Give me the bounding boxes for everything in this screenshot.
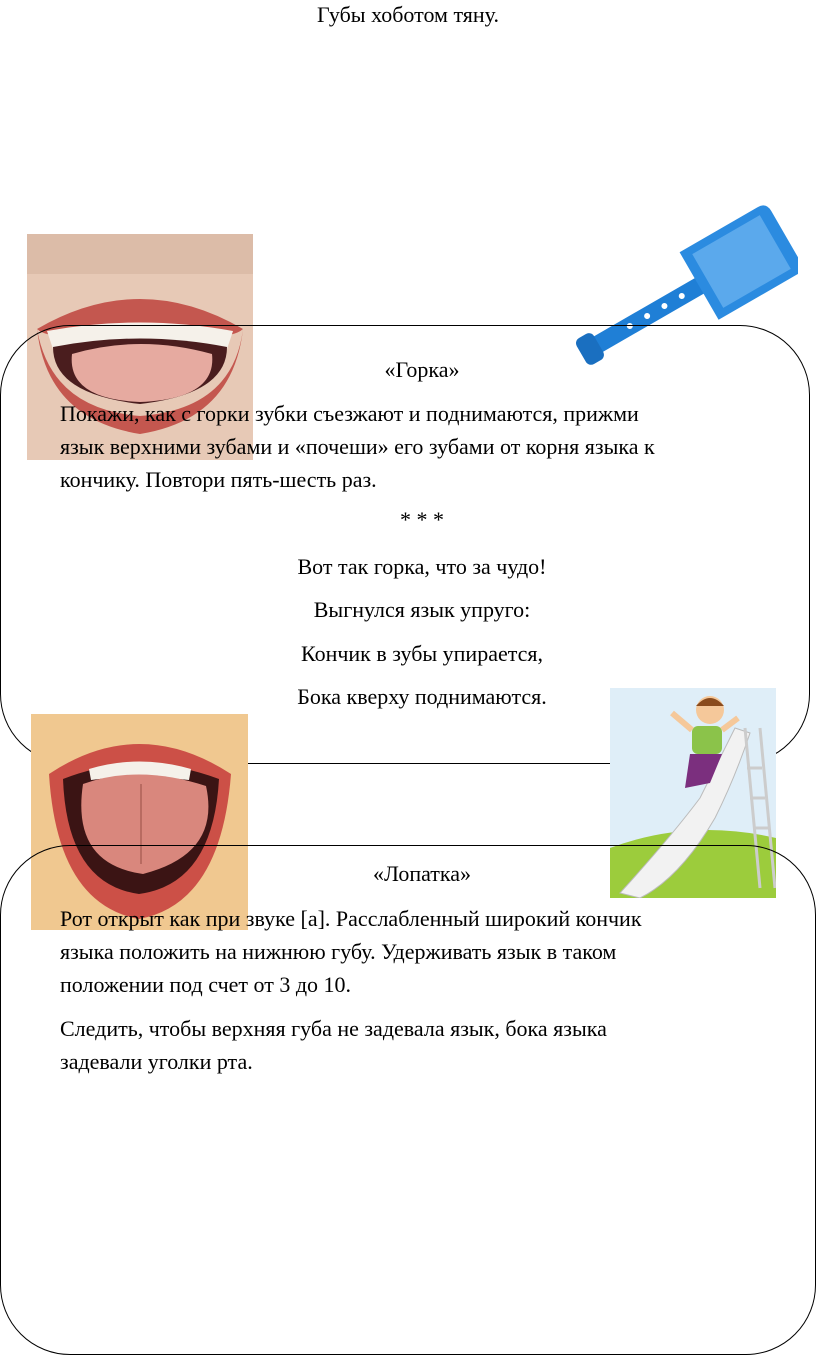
verse-separator: * * * xyxy=(400,507,444,532)
gorka-line-3: кончику. Повтори пять-шесть раз. xyxy=(60,467,377,492)
verse-line-4: Бока кверху поднимаются. xyxy=(297,684,547,709)
gorka-line-2: язык верхними зубами и «почеши» его зубами от корня языка к xyxy=(60,434,655,459)
verse-line-1: Вот так горка, что за чудо! xyxy=(297,554,547,579)
lopatka-title: «Лопатка» xyxy=(372,861,472,886)
verse-line-3: Кончик в зубы упирается, xyxy=(300,641,544,666)
lopatka-p1-line-3: положении под счет от 3 до 10. xyxy=(60,972,352,997)
lopatka-p2-line-2: задевали уголки рта. xyxy=(60,1049,253,1074)
lopatka-p1-line-2: языка положить на нижнюю губу. Удерживать язык в таком xyxy=(60,939,617,964)
lopatka-p1-line-1: Рот открыт как при звуке [а]. Расслабленный широкий кончик xyxy=(60,906,642,931)
lopatka-p2-line-1: Следить, чтобы верхняя губа не задевала язык, бока языка xyxy=(60,1016,607,1041)
header-text: Губы хоботом тяну. xyxy=(317,2,499,27)
gorka-line-1: Покажи, как с горки зубки съезжают и поднимаются, прижми xyxy=(60,401,639,426)
gorka-title: «Горка» xyxy=(384,357,460,382)
verse-line-2: Выгнулся язык упруго: xyxy=(313,597,531,622)
